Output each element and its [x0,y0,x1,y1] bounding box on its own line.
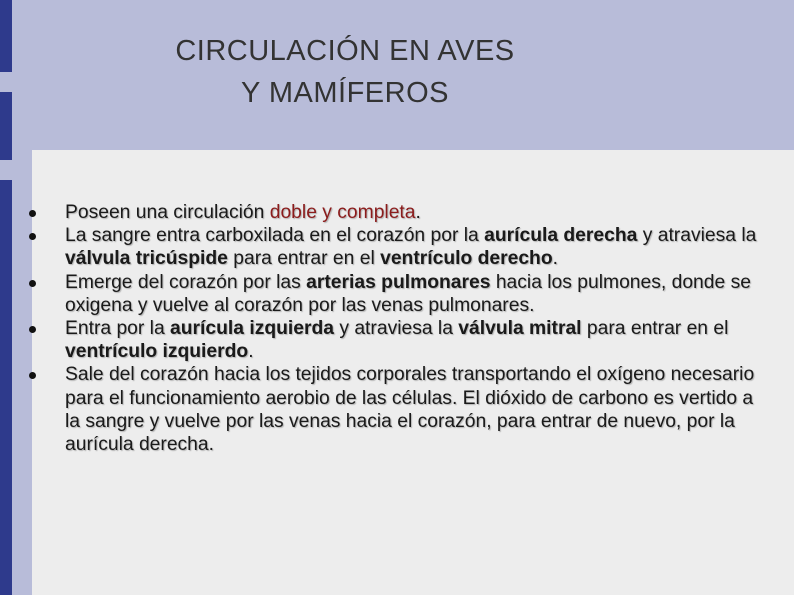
bold-text: válvula tricúspide [65,248,228,270]
bullet-item [0,224,770,270]
bold-text: válvula mitral [458,318,582,340]
bold-text: ventrículo izquierdo [65,341,249,363]
bullet-list [0,201,770,456]
text: Emerge del corazón por las [65,271,307,293]
bold-text: arterias pulmonares [306,271,491,293]
text: Sale del corazón hacia los tejidos corporales transportando el oxígeno necesario para el funcionamiento aerobio de las células. El dióxido de carbono es vertido a la sangre y vuelve por las venas hacia el corazón, para entrar de nuevo, por la aurícula derecha. [65,364,755,456]
bold-text: ventrículo derecho [380,248,553,270]
bullet-item [0,271,770,317]
text: La sangre entra carboxilada en el corazón por la [65,225,485,247]
title-line-1: CIRCULACIÓN EN AVES [175,35,515,67]
title-line-2: Y MAMÍFEROS [241,77,449,109]
bold-text: aurícula izquierda [170,318,334,340]
bullet-item [0,363,770,456]
text: . [248,341,254,363]
text: para entrar en el [581,318,729,340]
slide-title [0,30,690,114]
highlight-text: doble y completa [269,202,416,223]
bullet-item [0,201,770,224]
text: y atraviesa la [637,225,757,247]
text: Entra por la [65,318,171,340]
text: y atraviesa la [333,318,459,340]
bullet-item [0,317,770,363]
bold-text: aurícula derecha [484,225,638,247]
text: hacia los pulmones, donde se oxigena y vuelve al corazón por las venas pulmonares. [65,271,751,316]
text: . [415,202,421,223]
text: . [552,248,558,270]
text: Poseen una circulación [65,202,270,223]
text: para entrar en el [227,248,381,270]
